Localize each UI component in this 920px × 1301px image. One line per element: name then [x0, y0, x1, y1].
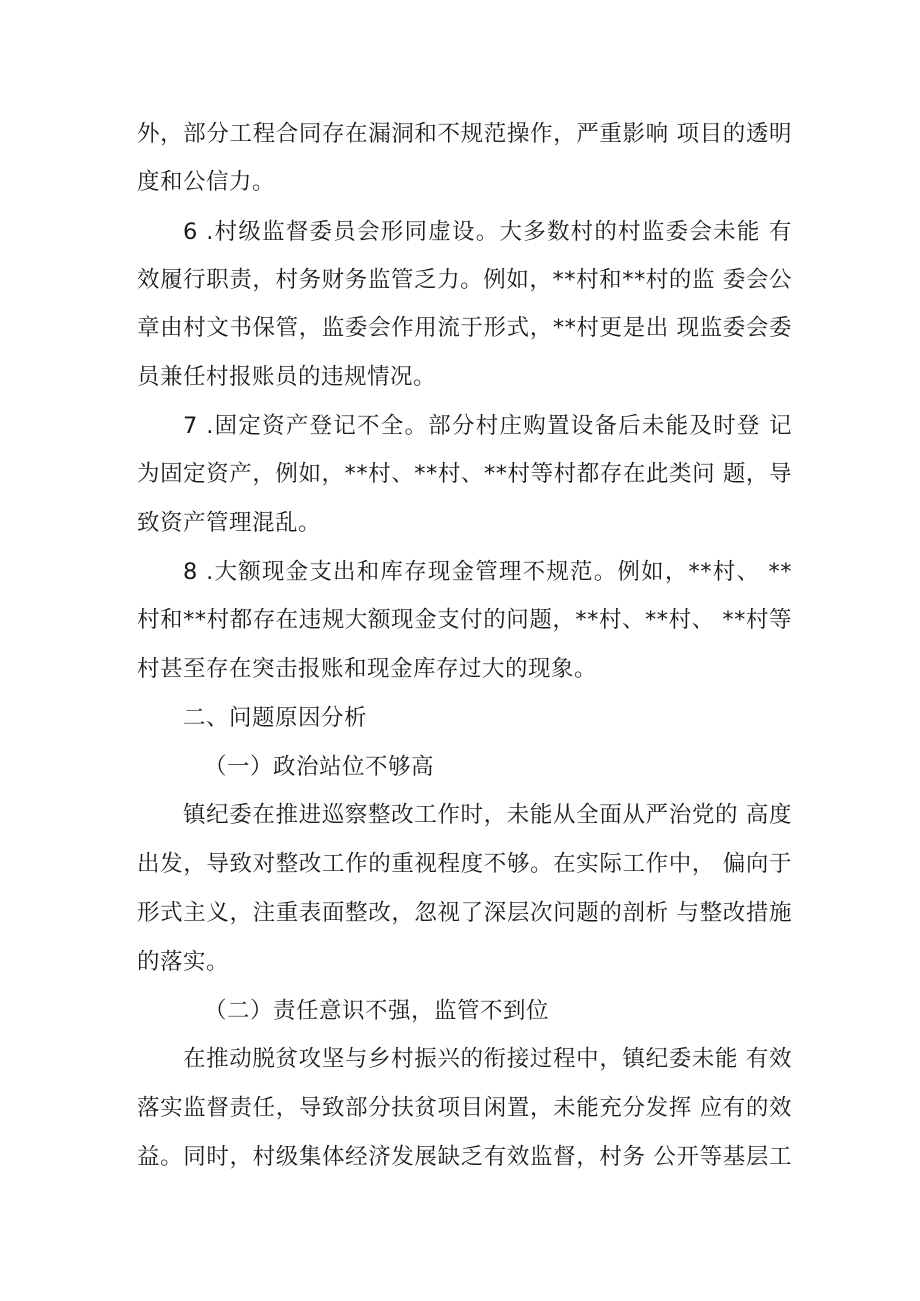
- text-line-5: 章由村文书保管，监委会作用流于形式，**村更是出 现监委会委: [137, 315, 792, 341]
- text-line-22: 益。同时，村级集体经济发展缺乏有效监督，村务 公开等基层工: [137, 1144, 792, 1170]
- text-line-3: 6 .村级监督委员会形同虚设。大多数村的村监委会未能 有: [183, 219, 792, 245]
- text-line-16: 出发，导致对整改工作的重视程度不够。在实际工作中， 偏向于: [137, 851, 792, 877]
- text-line-10: 8 .大额现金支出和库存现金管理不规范。例如，**村、 **: [183, 559, 792, 585]
- text-line-2: 度和公信力。: [137, 169, 276, 195]
- text-line-18: 的落实。: [137, 949, 230, 975]
- text-line-20: 在推动脱贫攻坚与乡村振兴的衔接过程中，镇纪委未能 有效: [183, 1046, 792, 1072]
- text-line-7: 7 .固定资产登记不全。部分村庄购置设备后未能及时登 记: [183, 413, 792, 439]
- text-line-4: 效履行职责，村务财务监管乏力。例如，**村和**村的监 委会公: [137, 267, 792, 293]
- subsection-heading-1: （一）政治站位不够高: [204, 754, 435, 780]
- text-line-15: 镇纪委在推进巡察整改工作时，未能从全面从严治党的 高度: [183, 802, 792, 828]
- text-line-6: 员兼任村报账员的违规情况。: [137, 364, 437, 390]
- text-line-11: 村和**村都存在违规大额现金支付的问题，**村、**村、 **村等: [137, 607, 792, 633]
- text-line-1: 外，部分工程合同存在漏洞和不规范操作，严重影响 项目的透明: [137, 121, 792, 147]
- text-line-17: 形式主义，注重表面整改，忽视了深层次问题的剖析 与整改措施: [137, 900, 792, 926]
- subsection-heading-2: （二）责任意识不强，监管不到位: [204, 998, 550, 1024]
- text-line-12: 村甚至存在突击报账和现金库存过大的现象。: [137, 656, 598, 682]
- text-line-21: 落实监督责任，导致部分扶贫项目闲置，未能充分发挥 应有的效: [137, 1095, 792, 1121]
- text-line-9: 致资产管理混乱。: [137, 510, 322, 536]
- text-line-8: 为固定资产，例如，**村、**村、**村等村都存在此类问 题，导: [137, 461, 792, 487]
- section-heading: 二、问题原因分析: [183, 705, 368, 731]
